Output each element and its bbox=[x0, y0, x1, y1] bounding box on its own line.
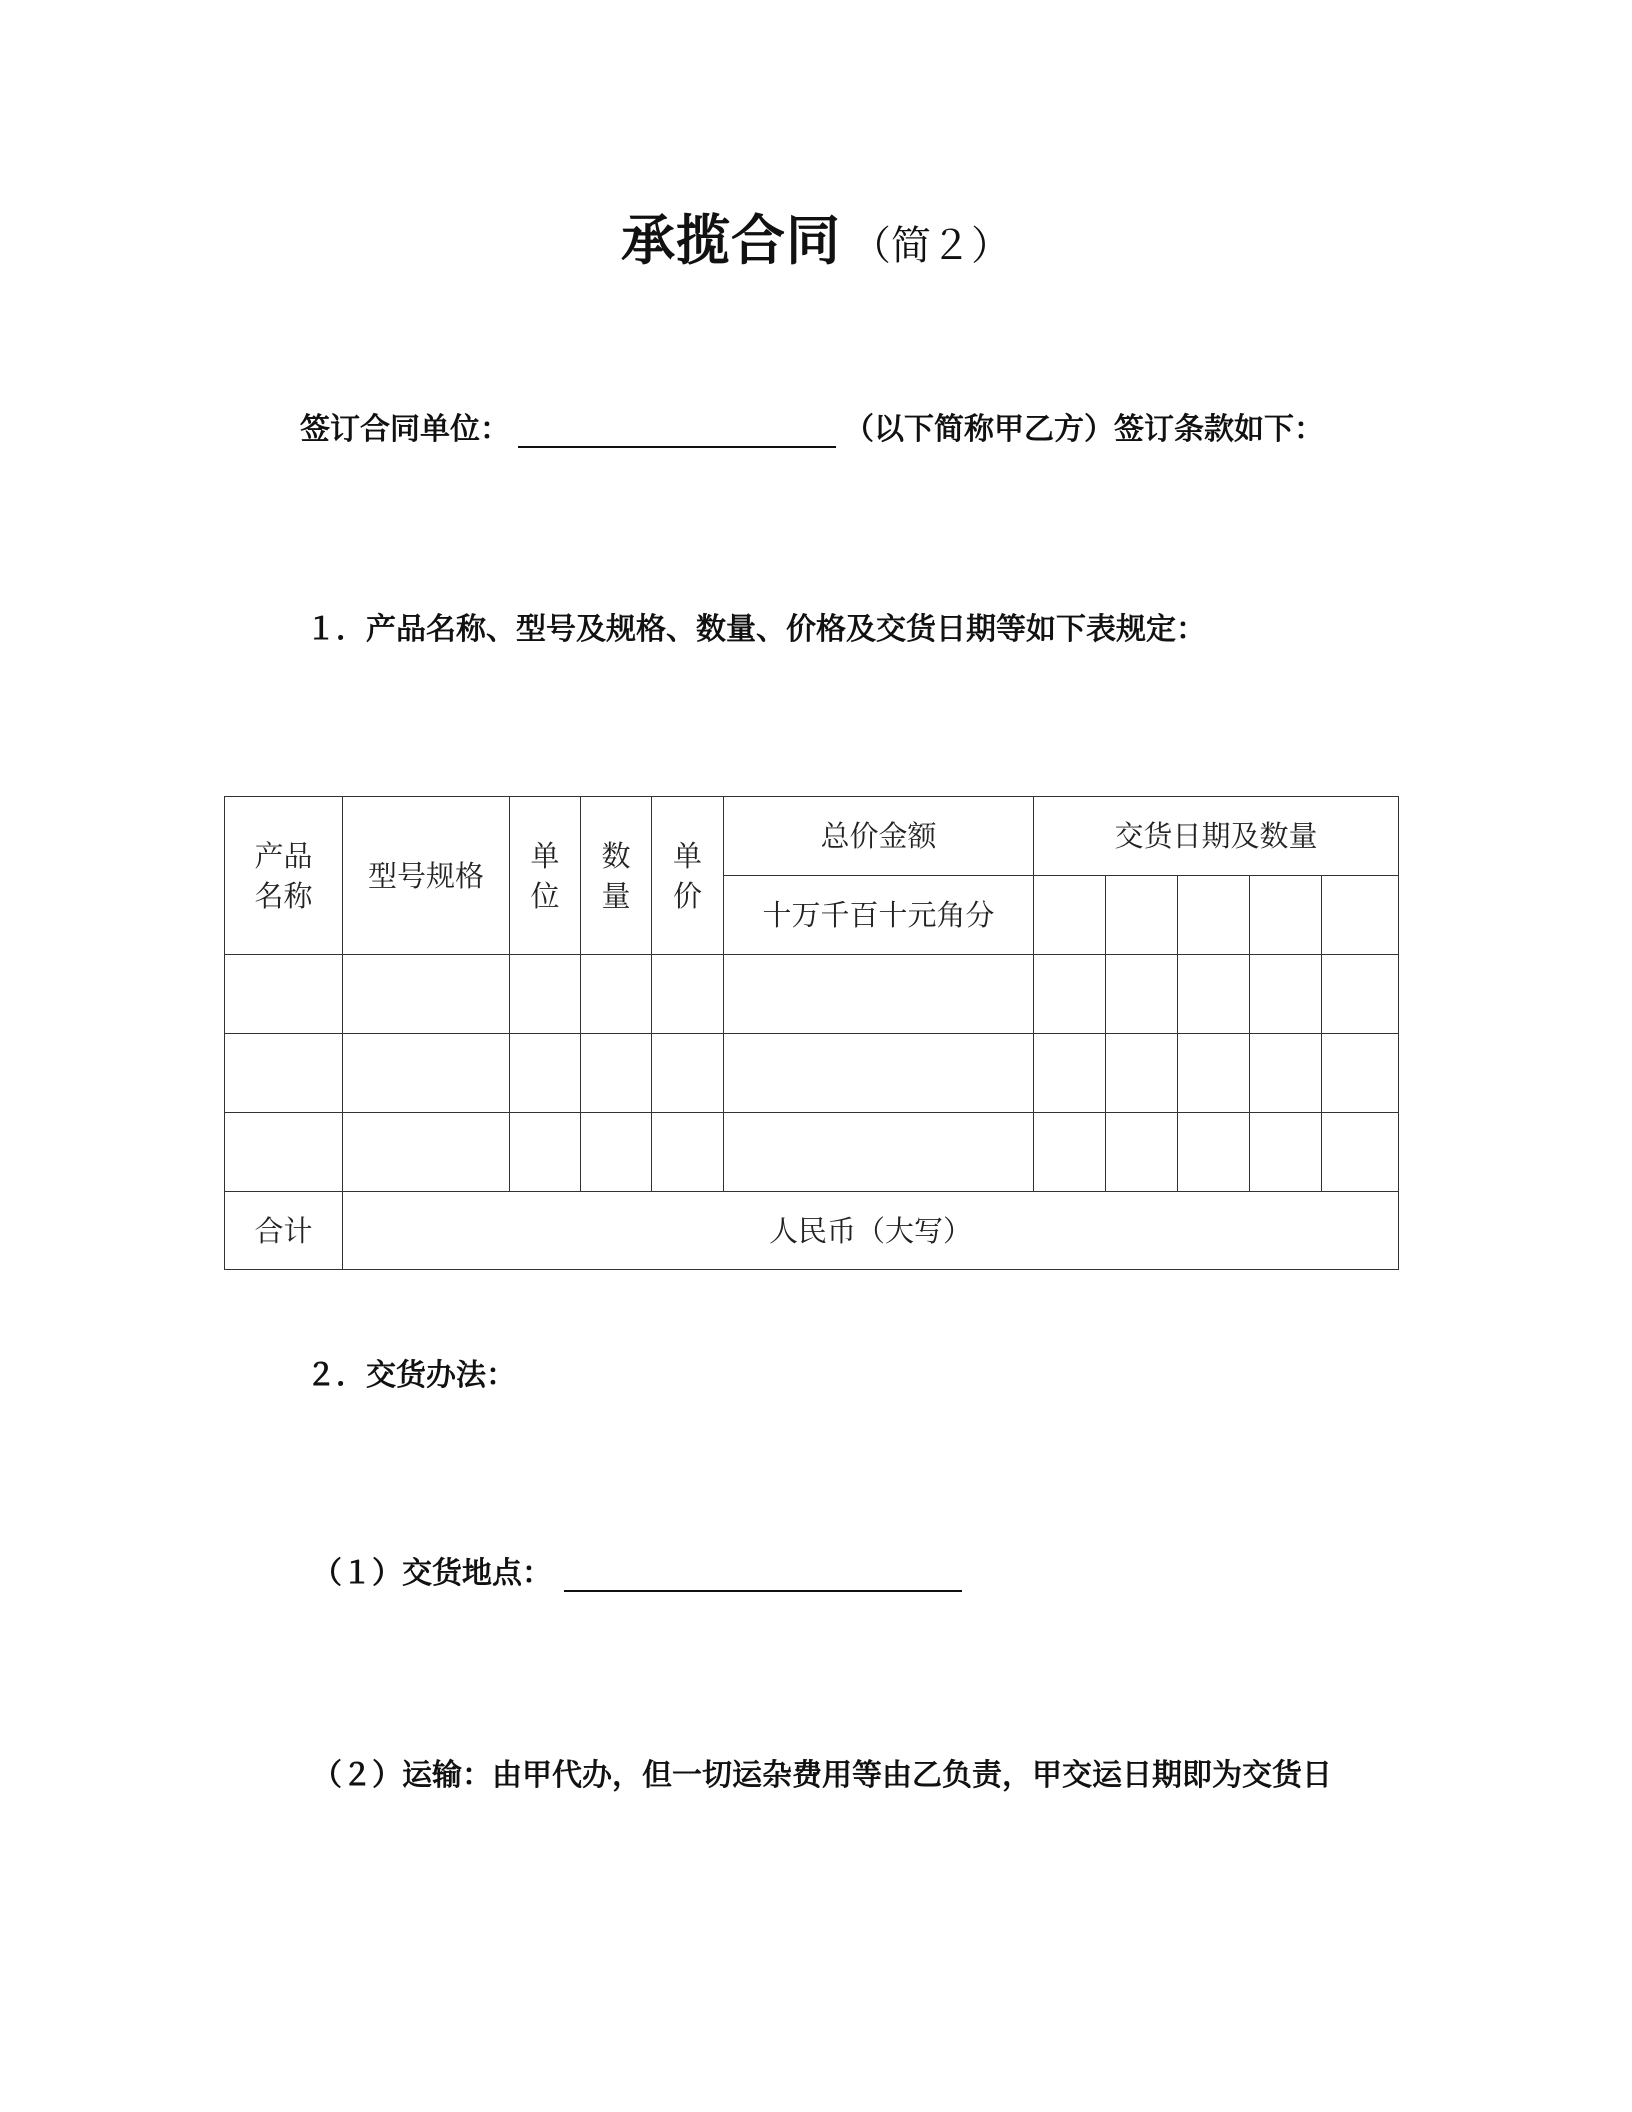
delivery-cell[interactable] bbox=[1250, 876, 1322, 955]
table-cell[interactable] bbox=[225, 1034, 343, 1113]
table-cell[interactable] bbox=[1178, 1034, 1250, 1113]
table-cell[interactable] bbox=[652, 1113, 724, 1192]
header-quantity: 数 量 bbox=[581, 797, 652, 955]
intro-suffix: （以下简称甲乙方）签订条款如下： bbox=[844, 412, 1324, 447]
table-cell[interactable] bbox=[1322, 1113, 1399, 1192]
table-cell[interactable] bbox=[343, 1034, 510, 1113]
header-delivery: 交货日期及数量 bbox=[1034, 797, 1399, 876]
header-product-name: 产品 名称 bbox=[225, 797, 343, 955]
table-cell[interactable] bbox=[1250, 1113, 1322, 1192]
table-cell[interactable] bbox=[510, 1034, 581, 1113]
delivery-place-label: （１）交货地点： bbox=[312, 1556, 552, 1591]
table-cell[interactable] bbox=[1178, 1113, 1250, 1192]
delivery-place-line bbox=[312, 1548, 962, 1592]
table-cell[interactable] bbox=[724, 1034, 1034, 1113]
table-cell[interactable] bbox=[343, 955, 510, 1034]
table-cell[interactable] bbox=[1034, 1113, 1106, 1192]
table-cell[interactable] bbox=[225, 955, 343, 1034]
table-cell[interactable] bbox=[225, 1113, 343, 1192]
table-cell[interactable] bbox=[510, 955, 581, 1034]
table-cell[interactable] bbox=[724, 955, 1034, 1034]
table-cell[interactable] bbox=[1322, 955, 1399, 1034]
table-cell[interactable] bbox=[1250, 1034, 1322, 1113]
transport-line: （２）运输：由甲代办，但一切运杂费用等由乙负责，甲交运日期即为交货日 bbox=[312, 1758, 1332, 1793]
table-cell[interactable] bbox=[1178, 955, 1250, 1034]
table-cell[interactable] bbox=[581, 955, 652, 1034]
header-total-amount: 总价金额 bbox=[724, 797, 1034, 876]
header-unit-price: 单 价 bbox=[652, 797, 724, 955]
header-model-spec: 型号规格 bbox=[343, 797, 510, 955]
table-cell[interactable] bbox=[581, 1113, 652, 1192]
intro-prefix: 签订合同单位： bbox=[300, 412, 510, 447]
table-row bbox=[225, 1113, 1399, 1192]
delivery-cell[interactable] bbox=[1322, 876, 1399, 955]
delivery-place-blank[interactable] bbox=[564, 1554, 962, 1592]
delivery-cell[interactable] bbox=[1178, 876, 1250, 955]
table-cell[interactable] bbox=[510, 1113, 581, 1192]
table-cell[interactable] bbox=[1034, 955, 1106, 1034]
table-cell[interactable] bbox=[652, 955, 724, 1034]
table-row bbox=[225, 955, 1399, 1034]
table-cell[interactable] bbox=[581, 1034, 652, 1113]
document-title bbox=[0, 198, 1632, 275]
section1-heading: １．产品名称、型号及规格、数量、价格及交货日期等如下表规定： bbox=[306, 612, 1206, 647]
delivery-cell[interactable] bbox=[1106, 876, 1178, 955]
table-cell[interactable] bbox=[1106, 1113, 1178, 1192]
table-cell[interactable] bbox=[1250, 955, 1322, 1034]
product-table bbox=[224, 796, 1399, 1270]
header-total-digits: 十万千百十元角分 bbox=[724, 876, 1034, 955]
table-cell[interactable] bbox=[1322, 1034, 1399, 1113]
table-cell[interactable] bbox=[1106, 1034, 1178, 1113]
table-row bbox=[225, 1034, 1399, 1113]
table-cell[interactable] bbox=[343, 1113, 510, 1192]
table-cell[interactable] bbox=[724, 1113, 1034, 1192]
footer-total-label: 合计 bbox=[225, 1192, 343, 1270]
header-unit: 单 位 bbox=[510, 797, 581, 955]
intro-line bbox=[300, 404, 1324, 448]
delivery-cell[interactable] bbox=[1034, 876, 1106, 955]
table-cell[interactable] bbox=[1034, 1034, 1106, 1113]
section2-heading: ２．交货办法： bbox=[306, 1358, 516, 1393]
table-cell[interactable] bbox=[1106, 955, 1178, 1034]
contract-party-blank[interactable] bbox=[518, 410, 836, 448]
title-sub: （简２） bbox=[851, 223, 1011, 269]
title-main: 承揽合同 bbox=[621, 209, 841, 272]
table-cell[interactable] bbox=[652, 1034, 724, 1113]
footer-rmb-uppercase: 人民币（大写） bbox=[343, 1192, 1399, 1270]
